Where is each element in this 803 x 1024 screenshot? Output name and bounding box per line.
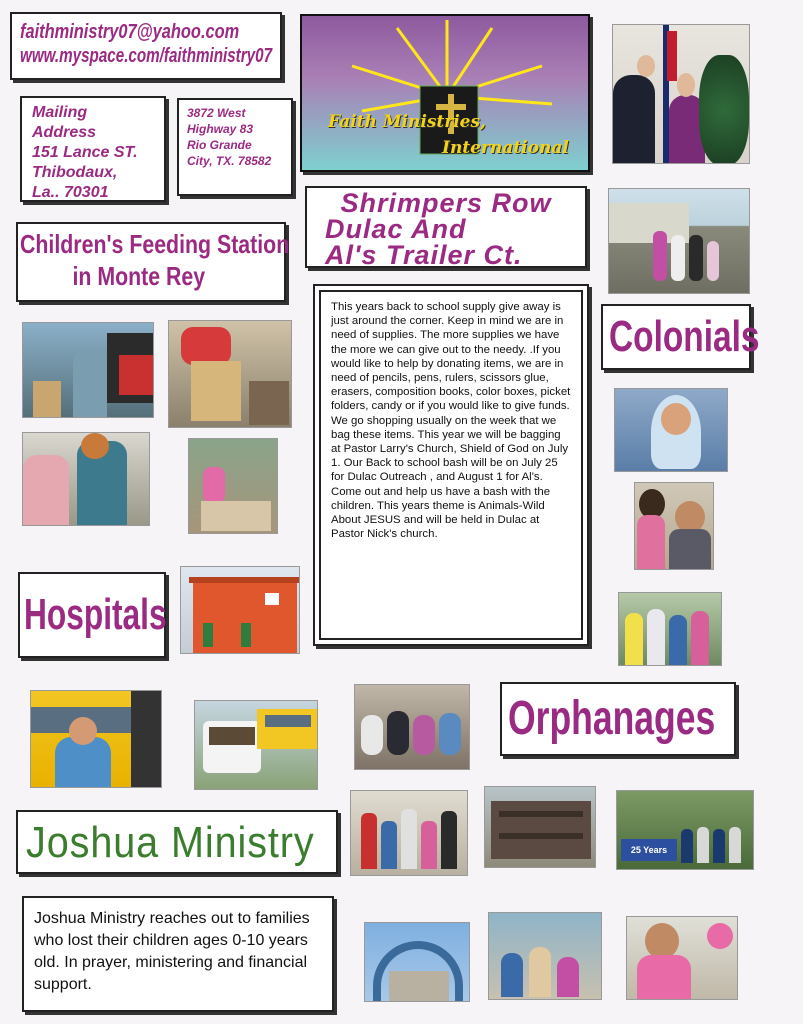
- photo-feeding-2: [168, 320, 292, 428]
- photo-bus-2: [194, 700, 318, 790]
- photo-orphanage-indoor: [354, 684, 470, 770]
- logo: [300, 14, 590, 172]
- logo-text-1: Faith Ministries,: [328, 112, 486, 132]
- colonials-heading-box: [601, 304, 760, 370]
- children-feeding-heading-2: in Monte Rey: [72, 261, 206, 291]
- photo-two-children: [634, 482, 714, 570]
- shrimpers-heading-box: [305, 186, 587, 268]
- email-link[interactable]: faithministry07@yahoo.com: [20, 21, 240, 43]
- photo-crowd-outdoor: [618, 592, 722, 666]
- banner-sign: 25 Years: [621, 839, 677, 861]
- colonials-heading: Colonials: [609, 312, 760, 361]
- photo-hospital-building: [180, 566, 300, 654]
- mailing-line-2: Address: [32, 124, 97, 141]
- photo-group-banner: [616, 790, 754, 870]
- article-body: This years back to school supply give away is just around the corner. Keep in mind we are in need of supplies. The more supplies we have the more we can give out to the needy. .If you would like to help by donating items, we are in need of pencils, pens, rulers, scissors glue, erasers, composition books, color boxes, picket folders, candy or if you would like to give funds. We go shopping usually on the week that we bag these items. This year we will be bagging at Pastor Larry's Church, Shield of God on July 1. Our Back to school bash will be on July 25 for Dulac Outreach , and August 1 for Al's. Come out and help us have a bash with the children. This years theme is Animals-Wild About JESUS and will be held in Dulac at Pastor Nick's church.: [331, 301, 571, 541]
- mailing-line-3: 151 Lance ST.: [32, 144, 138, 161]
- mailing-address-box: [20, 96, 166, 202]
- shrimpers-heading-1: Shrimpers Row: [340, 188, 552, 218]
- photo-arch-gate: [364, 922, 470, 1002]
- photo-feeding-1: [22, 322, 154, 418]
- shrimpers-heading-2: Dulac And: [325, 214, 467, 244]
- joshua-heading: Joshua Ministry: [26, 818, 315, 867]
- address2-line-1: 3872 West: [187, 106, 246, 120]
- address-box-2: [177, 98, 293, 196]
- mailing-line-1: Mailing: [32, 104, 88, 121]
- joshua-text-box: [22, 896, 334, 1012]
- joshua-heading-box: [16, 810, 338, 874]
- photo-couple: [612, 24, 750, 164]
- hospitals-heading-box: [18, 572, 166, 658]
- joshua-body: Joshua Ministry reaches out to families who lost their children ages 0-10 years old. In prayer, ministering and financial support.: [34, 910, 310, 993]
- address2-line-2: Highway 83: [187, 122, 254, 136]
- photo-feeding-3: [22, 432, 150, 526]
- shrimpers-heading-3: Al's Trailer Ct.: [325, 240, 523, 270]
- contact-box: [10, 12, 282, 80]
- orphanages-heading: Orphanages: [508, 692, 716, 745]
- photo-children-group: [350, 790, 468, 876]
- photo-girl-pink: [626, 916, 738, 1000]
- logo-text-2: International: [442, 138, 569, 158]
- photo-baby: [614, 388, 728, 472]
- photo-old-building: [484, 786, 596, 868]
- hospitals-heading: Hospitals: [24, 590, 167, 639]
- address2-line-4: City, TX. 78582: [187, 154, 272, 168]
- address2-line-3: Rio Grande: [187, 138, 252, 152]
- back-to-school-article: [313, 284, 589, 646]
- photo-feeding-4: [188, 438, 278, 534]
- photo-trailer-families: [608, 188, 750, 294]
- orphanages-heading-box: [500, 682, 736, 756]
- photo-bus-1: [30, 690, 162, 788]
- website-link[interactable]: www.myspace.com/faithministry07: [20, 45, 273, 67]
- children-feeding-heading-1: Children's Feeding Station: [20, 229, 290, 259]
- bible-label: [302, 16, 307, 17]
- mailing-line-4: Thibodaux,: [32, 164, 118, 181]
- children-feeding-heading-box: [16, 222, 290, 302]
- mailing-line-5: La.. 70301: [32, 184, 109, 201]
- photo-kids-table: [488, 912, 602, 1000]
